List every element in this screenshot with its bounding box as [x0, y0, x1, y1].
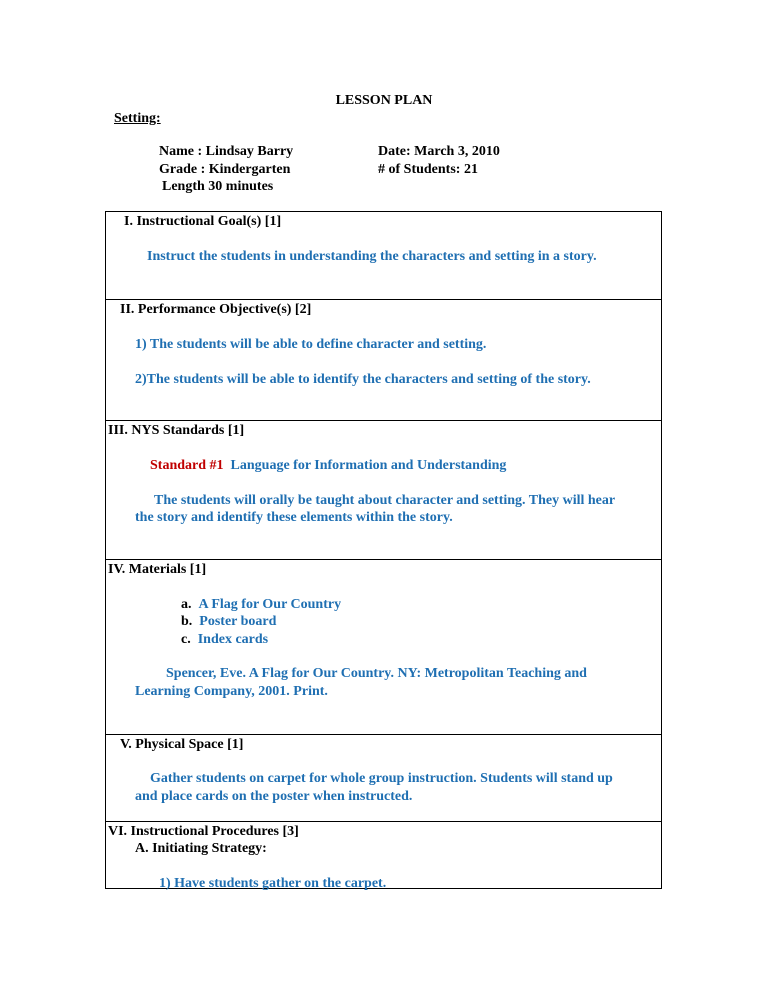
lesson-date: Date: March 3, 2010 — [378, 144, 500, 159]
standard-title: Language for Information and Understanding — [230, 458, 507, 473]
material-text: A Flag for Our Country — [198, 597, 342, 612]
standard-line — [150, 458, 506, 474]
setting-label: Setting: — [114, 111, 161, 126]
material-text: Index cards — [197, 632, 269, 647]
lesson-plan-table — [105, 211, 662, 889]
procedure-step: 1) Have students gather on the carpet. — [159, 876, 387, 891]
citation-line: Spencer, Eve. A Flag for Our Country. NY: Metropolitan Teaching and — [166, 666, 587, 681]
list-marker: b. — [181, 614, 193, 629]
standard-label: Standard #1 — [150, 458, 224, 473]
section-heading: V. Physical Space [1] — [120, 737, 244, 752]
standards-text-line: the story and identify these elements within the story. — [135, 510, 453, 525]
space-text-line: Gather students on carpet for whole group instruction. Students will stand up — [150, 771, 613, 786]
objective-item: 2)The students will be able to identify the characters and setting of the story. — [135, 372, 591, 387]
material-text: Poster board — [199, 614, 277, 629]
procedure-subheading: A. Initiating Strategy: — [135, 841, 267, 856]
section-physical-space — [106, 734, 661, 822]
lesson-length: Length 30 minutes — [162, 179, 274, 194]
space-text-line: and place cards on the poster when instructed. — [135, 789, 413, 804]
section-nys-standards — [106, 420, 661, 560]
citation-line: Learning Company, 2001. Print. — [135, 684, 328, 699]
standards-text-line: The students will orally be taught about character and setting. They will hear — [154, 493, 616, 508]
section-materials — [106, 559, 661, 735]
section-heading: IV. Materials [1] — [108, 562, 207, 577]
goal-text: Instruct the students in understanding the characters and setting in a story. — [147, 249, 597, 264]
section-heading: II. Performance Objective(s) [2] — [120, 302, 312, 317]
material-item — [181, 597, 341, 613]
section-performance-objectives — [106, 299, 661, 421]
document-title: LESSON PLAN — [335, 93, 433, 108]
grade-level: Grade : Kindergarten — [159, 162, 291, 177]
student-count: # of Students: 21 — [378, 162, 478, 177]
section-instructional-procedures — [106, 821, 661, 889]
teacher-name: Name : Lindsay Barry — [159, 144, 294, 159]
objective-item: 1) The students will be able to define character and setting. — [135, 337, 487, 352]
list-marker: a. — [181, 597, 192, 612]
section-heading: I. Instructional Goal(s) [1] — [124, 214, 282, 229]
list-marker: c. — [181, 632, 191, 647]
section-heading: VI. Instructional Procedures [3] — [108, 824, 299, 839]
section-heading: III. NYS Standards [1] — [108, 423, 245, 438]
section-instructional-goal — [106, 212, 661, 300]
material-item — [181, 632, 268, 648]
material-item — [181, 614, 276, 630]
